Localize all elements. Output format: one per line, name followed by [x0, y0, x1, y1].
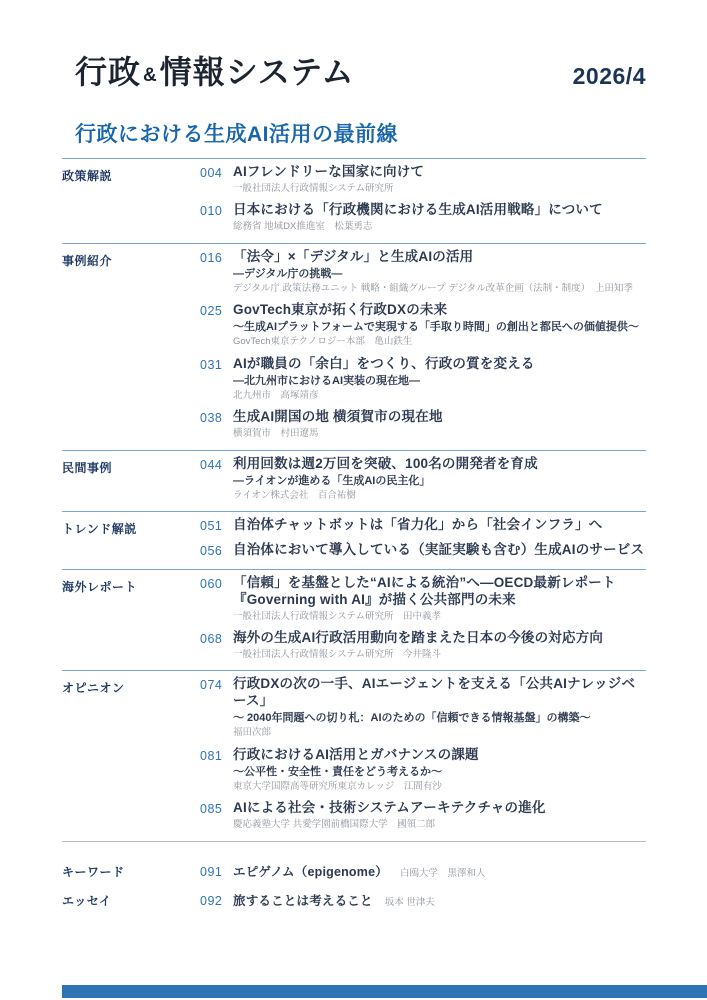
article-title: 行政におけるAI活用とガバナンスの課題	[233, 746, 479, 762]
toc-entry	[200, 409, 646, 439]
article-title: 生成AI開国の地 横須賀市の現在地	[233, 409, 443, 425]
toc-entry	[200, 517, 646, 534]
keyword-row	[62, 862, 646, 881]
toc-entry	[200, 747, 646, 793]
page-number: 038	[200, 411, 223, 426]
page-number: 004	[200, 166, 223, 181]
article-title: 行政DXの次の一手、AIエージェントを支える「公共AIナレッジベース」	[233, 676, 636, 709]
page-number: 085	[200, 802, 223, 817]
toc-entry	[200, 302, 646, 348]
keyword-essay-group	[62, 862, 646, 910]
article-title: エピゲノム（epigenome）	[233, 864, 388, 879]
article-title: 旅することは考えること	[233, 893, 373, 908]
magazine-title	[75, 56, 355, 88]
toc-entry	[200, 456, 646, 502]
section-overseas-report	[62, 569, 646, 670]
toc-entry	[200, 164, 646, 194]
section-opinion	[62, 670, 646, 840]
page-number: 074	[200, 678, 223, 693]
toc-entry	[200, 575, 646, 622]
article-title: 利用回数は週2万回を突破、100名の開発者を育成	[233, 455, 538, 471]
article-author: 坂本 世津夫	[384, 896, 435, 908]
section-label: オピニオン	[62, 681, 125, 696]
article-subtitle: ～ 2040年問題への切り札：AIのための「信頼できる情報基盤」の構築～	[233, 712, 591, 725]
page-number: 056	[200, 544, 223, 559]
feature-title: 行政における生成AI活用の最前線	[75, 123, 398, 146]
toc-entry	[200, 800, 646, 830]
magazine-header	[62, 56, 646, 88]
section-case-studies	[62, 243, 646, 450]
article-title: AIが職員の「余白」をつくり、行政の質を変える	[233, 355, 535, 371]
toc-entry	[200, 202, 646, 232]
article-title: AIフレンドリーな国家に向けて	[233, 164, 425, 180]
essay-row	[62, 891, 646, 910]
section-articles	[200, 517, 646, 563]
section-label: 海外レポート	[62, 579, 138, 594]
page-number: 091	[200, 864, 223, 879]
page-number: 010	[200, 204, 223, 219]
article-author: 北九州市 高塚靖彦	[233, 390, 319, 402]
page-number: 025	[200, 304, 223, 319]
toc-sections	[62, 158, 646, 841]
article-title: 自治体において導入している（実証実験も含む）生成AIのサービス	[233, 542, 645, 558]
toc-entry	[200, 630, 646, 660]
page-number: 016	[200, 250, 223, 265]
section-label: 民間事例	[62, 460, 113, 475]
section-articles	[200, 249, 646, 444]
page-number: 031	[200, 357, 223, 372]
section-articles	[200, 676, 646, 834]
section-label: 政策解説	[62, 169, 113, 184]
toc-entry	[200, 542, 646, 559]
article-author: 一般社団法人行政情報システム研究所 田中義孝	[233, 610, 442, 622]
article-author: デジタル庁 政策法務ユニット 戦略・組織グループ デジタル改革企画（法制・制度） 上田知季	[233, 282, 633, 294]
page-number: 081	[200, 748, 223, 763]
toc-entry	[200, 249, 646, 295]
article-title: 海外の生成AI行政活用動向を踏まえた日本の今後の対応方向	[233, 630, 604, 646]
section-label: トレンド解説	[62, 522, 137, 537]
article-title: 自治体チャットボットは「省力化」から「社会インフラ」へ	[233, 517, 603, 533]
page-number: 044	[200, 457, 223, 472]
article-author: 慶応義塾大学 共愛学園前橋国際大学 國領二郎	[233, 819, 436, 831]
section-trend-commentary	[62, 511, 646, 569]
article-author: GovTech東京テクノロジー本部 亀山鉄生	[233, 336, 413, 348]
section-articles	[200, 456, 646, 506]
section-articles	[200, 575, 646, 664]
page-number: 068	[200, 632, 223, 647]
footer-bar	[62, 985, 707, 998]
article-author: 横須賀市 村田遼馬	[233, 428, 319, 440]
toc-entry	[200, 356, 646, 402]
article-subtitle: —北九州市におけるAI実装の現在地—	[233, 374, 420, 387]
section-policy-commentary	[62, 158, 646, 243]
article-subtitle: ～生成AIプラットフォームで実現する「手取り時間」の創出と都民への価値提供～	[233, 321, 639, 334]
article-title: GovTech東京が拓く行政DXの未来	[233, 302, 448, 318]
article-title: 「法令」×「デジタル」と生成AIの活用	[233, 248, 474, 264]
article-author: ライオン株式会社 百合祐樹	[233, 489, 356, 501]
article-author: 一般社団法人行政情報システム研究所 今井隆斗	[233, 649, 442, 660]
content-column	[62, 0, 646, 920]
magazine-title-right: 情報システム	[159, 54, 355, 90]
magazine-title-left: 行政	[75, 54, 142, 90]
section-label: キーワード	[62, 864, 125, 879]
page-number: 060	[200, 576, 223, 591]
page-number: 051	[200, 519, 223, 534]
article-author: 東京大学国際高等研究所東京カレッジ 江間有沙	[233, 781, 442, 792]
section-label: エッセイ	[62, 893, 112, 908]
article-subtitle: —ライオンが進める「生成AIの民主化」	[233, 474, 431, 487]
article-title: 日本における「行政機関における生成AI活用戦略」について	[233, 202, 603, 218]
article-author: 白鴎大学 黒澤和人	[399, 867, 486, 879]
issue-date: 2026/4	[572, 63, 646, 89]
article-subtitle: —デジタル庁の挑戦—	[233, 267, 343, 280]
article-title: AIによる社会・技術システムアーキテクチャの進化	[233, 800, 546, 816]
toc-entry	[200, 676, 646, 738]
article-title: 「信頼」を基盤とした“AIによる統治”へ—OECD最新レポート『Governing with AI』が描く公共部門の未来	[233, 574, 616, 607]
section-label: 事例紹介	[62, 253, 113, 268]
article-author: 福田次郎	[233, 727, 272, 739]
section-private-sector	[62, 450, 646, 512]
article-author: 一般社団法人行政情報システム研究所	[233, 183, 394, 195]
ampersand: &	[143, 65, 158, 86]
article-author: 総務省 地域DX推進室 松葉勇志	[233, 221, 373, 233]
article-subtitle: ～公平性・安全性・責任をどう考えるか～	[233, 765, 442, 778]
section-articles	[200, 164, 646, 237]
page-number: 092	[200, 893, 223, 908]
